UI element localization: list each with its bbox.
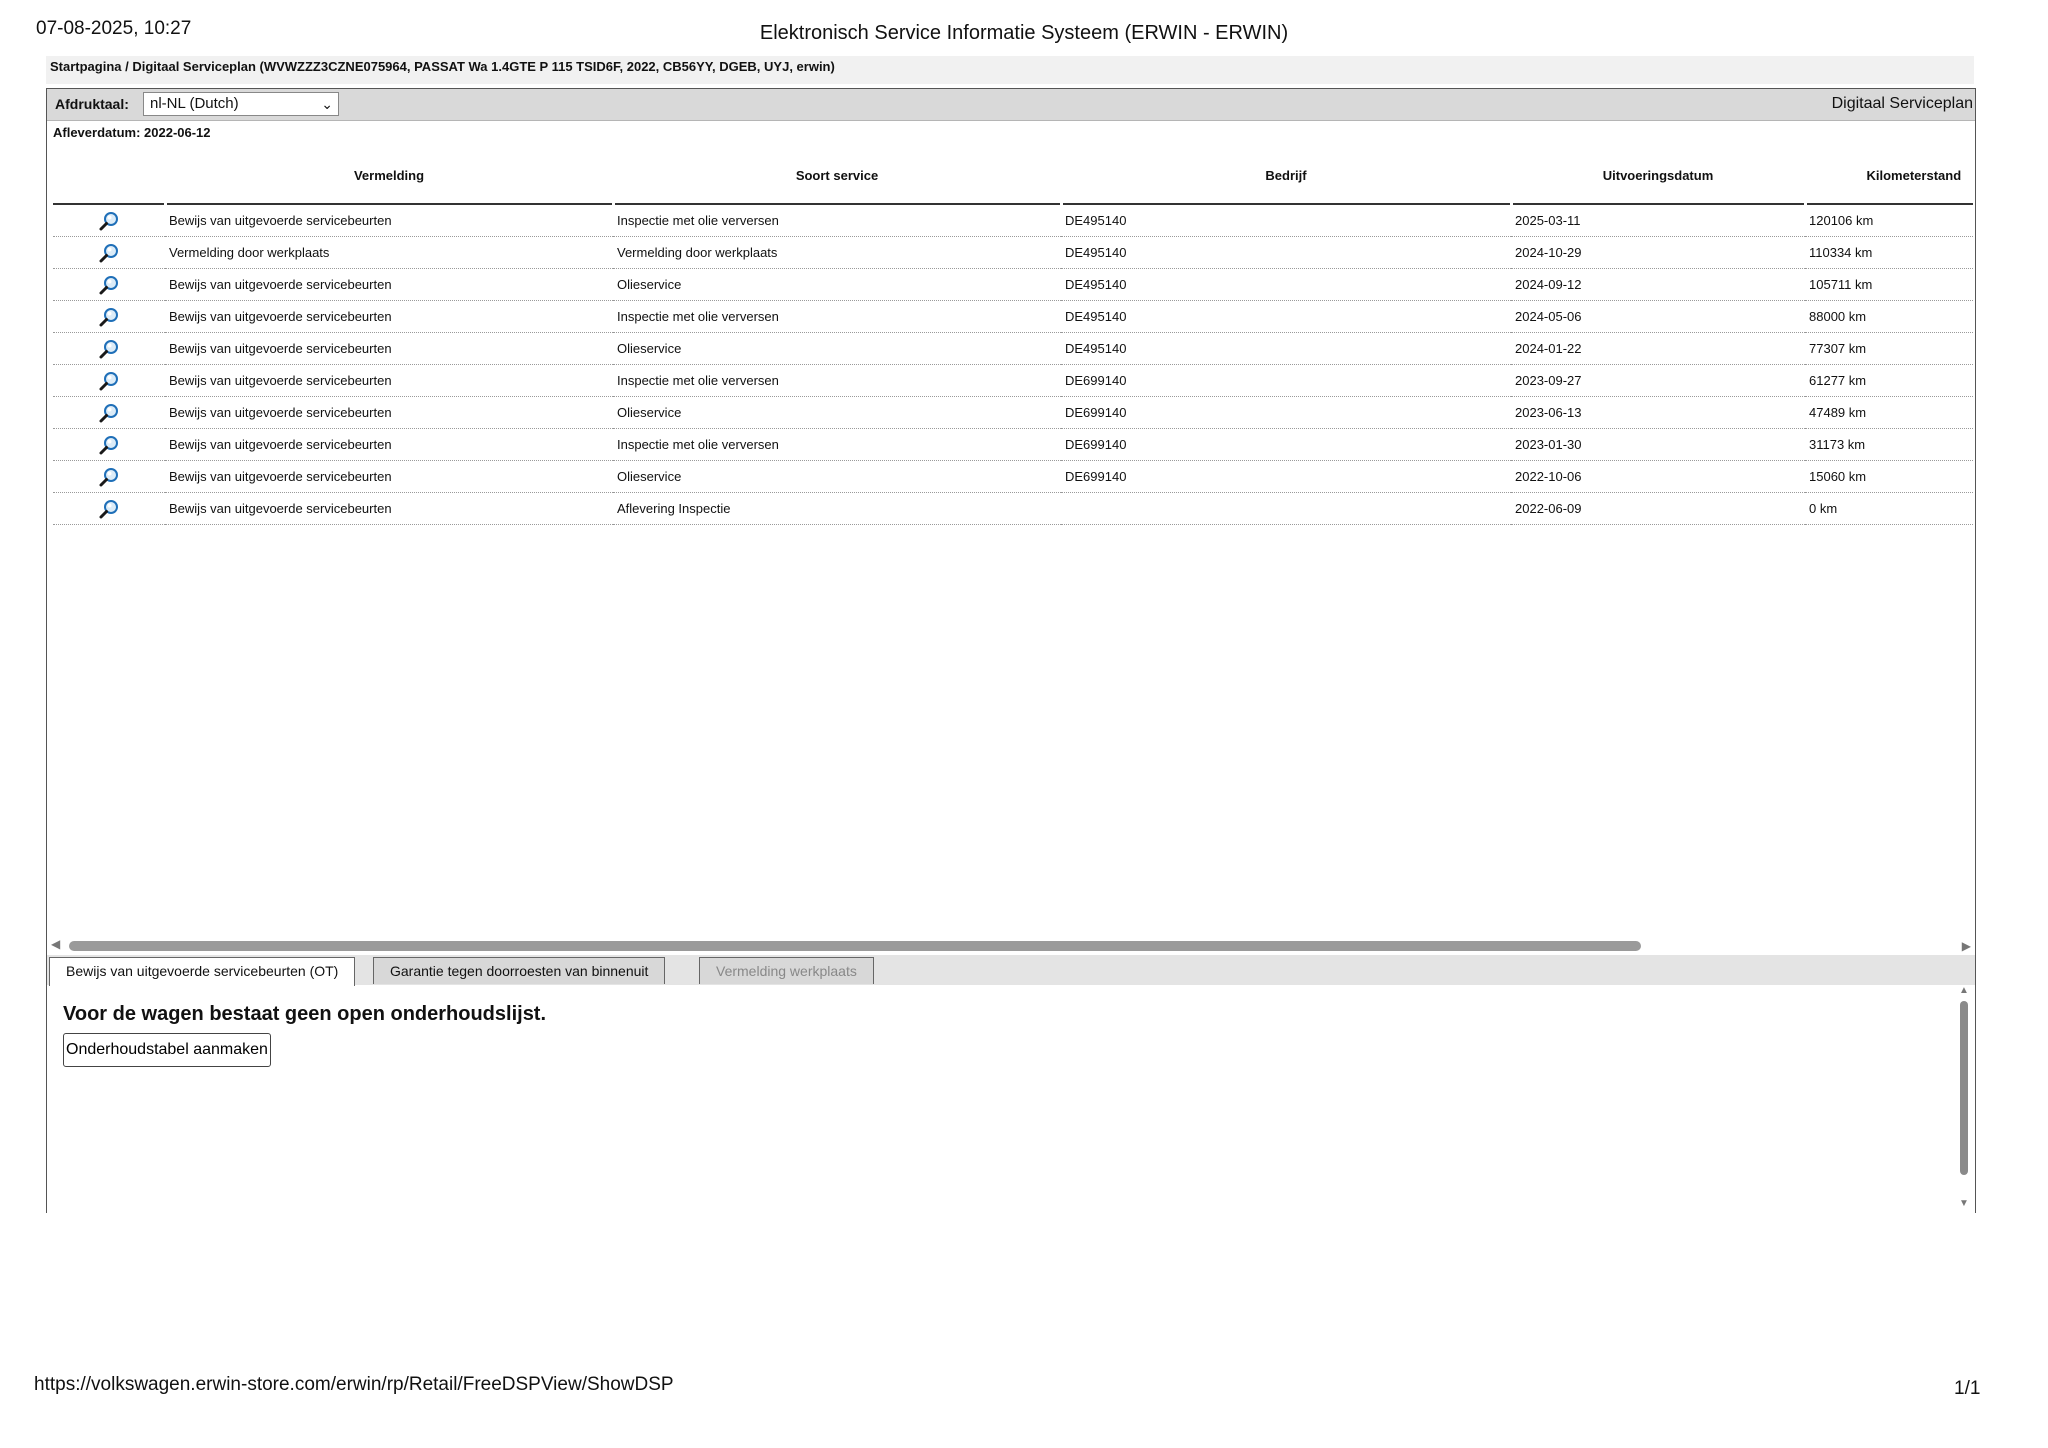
cell-soort-service: Inspectie met olie verversen: [613, 429, 1061, 461]
maintenance-panel: [47, 985, 1975, 1213]
cell-bedrijf: DE699140: [1061, 429, 1511, 461]
row-icon-cell: [53, 269, 165, 301]
magnifier-icon[interactable]: [98, 498, 120, 520]
cell-vermelding: Bewijs van uitgevoerde servicebeurten: [165, 429, 613, 461]
cell-soort-service: Olieservice: [613, 461, 1061, 493]
table-row[interactable]: [53, 269, 1973, 301]
horizontal-scroll-thumb[interactable]: [69, 941, 1641, 951]
cell-kilometerstand: 47489 km: [1805, 397, 1973, 429]
table-header-row: [53, 147, 1973, 204]
cell-kilometerstand: 110334 km: [1805, 237, 1973, 269]
cell-vermelding: Bewijs van uitgevoerde servicebeurten: [165, 204, 613, 237]
cell-uitvoeringsdatum: 2023-06-13: [1511, 397, 1805, 429]
table-row[interactable]: [53, 333, 1973, 365]
delivery-date: Afleverdatum: 2022-06-12: [53, 125, 211, 140]
cell-uitvoeringsdatum: 2022-06-09: [1511, 493, 1805, 525]
toolbar: [47, 89, 1975, 121]
cell-bedrijf: DE495140: [1061, 204, 1511, 237]
table-row[interactable]: [53, 301, 1973, 333]
cell-kilometerstand: 120106 km: [1805, 204, 1973, 237]
column-header-soort-service[interactable]: Soort service: [613, 147, 1061, 204]
row-icon-cell: [53, 333, 165, 365]
cell-vermelding: Bewijs van uitgevoerde servicebeurten: [165, 301, 613, 333]
cell-vermelding: Bewijs van uitgevoerde servicebeurten: [165, 461, 613, 493]
chevron-down-icon: ⌄: [321, 96, 333, 112]
cell-vermelding: Bewijs van uitgevoerde servicebeurten: [165, 333, 613, 365]
cell-uitvoeringsdatum: 2023-09-27: [1511, 365, 1805, 397]
cell-uitvoeringsdatum: 2024-01-22: [1511, 333, 1805, 365]
service-plan-panel: [46, 88, 1976, 1213]
print-footer-url: https://volkswagen.erwin-store.com/erwin/rp/Retail/FreeDSPView/ShowDSP: [34, 1374, 674, 1395]
scroll-up-icon[interactable]: ▲: [1959, 985, 1969, 996]
magnifier-icon[interactable]: [98, 370, 120, 392]
cell-uitvoeringsdatum: 2024-10-29: [1511, 237, 1805, 269]
horizontal-scrollbar[interactable]: [47, 937, 1975, 955]
cell-soort-service: Vermelding door werkplaats: [613, 237, 1061, 269]
table-row[interactable]: [53, 397, 1973, 429]
service-history-table: [53, 147, 1973, 525]
service-history-table-container: [53, 147, 1973, 627]
magnifier-icon[interactable]: [98, 274, 120, 296]
row-icon-cell: [53, 204, 165, 237]
table-row[interactable]: [53, 365, 1973, 397]
row-icon-cell: [53, 397, 165, 429]
magnifier-icon[interactable]: [98, 402, 120, 424]
tab-garantie-doorroesten[interactable]: Garantie tegen doorroesten van binnenuit: [373, 957, 665, 984]
row-icon-cell: [53, 237, 165, 269]
cell-soort-service: Inspectie met olie verversen: [613, 365, 1061, 397]
row-icon-cell: [53, 493, 165, 525]
cell-vermelding: Bewijs van uitgevoerde servicebeurten: [165, 397, 613, 429]
cell-vermelding: Bewijs van uitgevoerde servicebeurten: [165, 269, 613, 301]
print-language-label: Afdruktaal:: [55, 96, 129, 112]
cell-bedrijf: DE699140: [1061, 397, 1511, 429]
cell-kilometerstand: 88000 km: [1805, 301, 1973, 333]
cell-kilometerstand: 77307 km: [1805, 333, 1973, 365]
cell-bedrijf: DE495140: [1061, 269, 1511, 301]
cell-kilometerstand: 15060 km: [1805, 461, 1973, 493]
scroll-left-icon[interactable]: ◀: [51, 937, 61, 951]
tab-vermelding-werkplaats[interactable]: Vermelding werkplaats: [699, 957, 874, 984]
row-icon-cell: [53, 461, 165, 493]
column-header-uitvoeringsdatum[interactable]: Uitvoeringsdatum: [1511, 147, 1805, 204]
cell-soort-service: Olieservice: [613, 397, 1061, 429]
no-maintenance-list-message: Voor de wagen bestaat geen open onderhoudslijst.: [63, 1003, 547, 1025]
cell-vermelding: Bewijs van uitgevoerde servicebeurten: [165, 365, 613, 397]
print-footer-page: 1/1: [1954, 1378, 1981, 1399]
cell-uitvoeringsdatum: 2024-09-12: [1511, 269, 1805, 301]
tab-bewijs-servicebeurten[interactable]: Bewijs van uitgevoerde servicebeurten (OT): [49, 957, 355, 986]
cell-bedrijf: [1061, 493, 1511, 525]
magnifier-icon[interactable]: [98, 466, 120, 488]
column-header-kilometerstand[interactable]: Kilometerstand: [1805, 147, 1973, 204]
cell-kilometerstand: 105711 km: [1805, 269, 1973, 301]
row-icon-cell: [53, 301, 165, 333]
print-language-value: nl-NL (Dutch): [150, 95, 239, 112]
row-icon-cell: [53, 429, 165, 461]
table-row[interactable]: [53, 237, 1973, 269]
cell-vermelding: Bewijs van uitgevoerde servicebeurten: [165, 493, 613, 525]
cell-uitvoeringsdatum: 2024-05-06: [1511, 301, 1805, 333]
print-language-select[interactable]: [143, 92, 339, 116]
cell-bedrijf: DE699140: [1061, 461, 1511, 493]
cell-kilometerstand: 31173 km: [1805, 429, 1973, 461]
create-maintenance-table-button[interactable]: Onderhoudstabel aanmaken: [63, 1033, 271, 1067]
magnifier-icon[interactable]: [98, 306, 120, 328]
magnifier-icon[interactable]: [98, 434, 120, 456]
tab-bar: [47, 955, 1975, 986]
cell-bedrijf: DE495140: [1061, 301, 1511, 333]
magnifier-icon[interactable]: [98, 210, 120, 232]
cell-vermelding: Vermelding door werkplaats: [165, 237, 613, 269]
scroll-right-icon[interactable]: ▶: [1961, 939, 1971, 953]
cell-soort-service: Aflevering Inspectie: [613, 493, 1061, 525]
cell-soort-service: Olieservice: [613, 333, 1061, 365]
table-row[interactable]: [53, 461, 1973, 493]
print-header-title: Elektronisch Service Informatie Systeem (ERWIN - ERWIN): [759, 22, 1289, 44]
table-row[interactable]: [53, 429, 1973, 461]
column-header-vermelding[interactable]: Vermelding: [165, 147, 613, 204]
scroll-down-icon[interactable]: ▼: [1959, 1198, 1969, 1209]
cell-uitvoeringsdatum: 2023-01-30: [1511, 429, 1805, 461]
cell-bedrijf: DE495140: [1061, 237, 1511, 269]
cell-bedrijf: DE495140: [1061, 333, 1511, 365]
view-title: Digitaal Serviceplan: [1831, 95, 1973, 112]
cell-kilometerstand: 0 km: [1805, 493, 1973, 525]
cell-kilometerstand: 61277 km: [1805, 365, 1973, 397]
cell-soort-service: Olieservice: [613, 269, 1061, 301]
vertical-scroll-thumb[interactable]: [1960, 1001, 1968, 1175]
magnifier-icon[interactable]: [98, 242, 120, 264]
cell-bedrijf: DE699140: [1061, 365, 1511, 397]
table-row[interactable]: [53, 493, 1973, 525]
breadcrumb[interactable]: Startpagina / Digitaal Serviceplan (WVWZZZ3CZNE075964, PASSAT Wa 1.4GTE P 115 TSID6F, 2022, CB56YY, DGEB, UYJ, erwin): [46, 56, 1974, 84]
vertical-scrollbar[interactable]: [1957, 985, 1971, 1209]
column-header-bedrijf[interactable]: Bedrijf: [1061, 147, 1511, 204]
cell-soort-service: Inspectie met olie verversen: [613, 204, 1061, 237]
cell-soort-service: Inspectie met olie verversen: [613, 301, 1061, 333]
magnifier-icon[interactable]: [98, 338, 120, 360]
print-header-datetime: 07-08-2025, 10:27: [36, 18, 192, 39]
column-header-icon: [53, 147, 165, 204]
row-icon-cell: [53, 365, 165, 397]
cell-uitvoeringsdatum: 2025-03-11: [1511, 204, 1805, 237]
table-row[interactable]: [53, 204, 1973, 237]
cell-uitvoeringsdatum: 2022-10-06: [1511, 461, 1805, 493]
